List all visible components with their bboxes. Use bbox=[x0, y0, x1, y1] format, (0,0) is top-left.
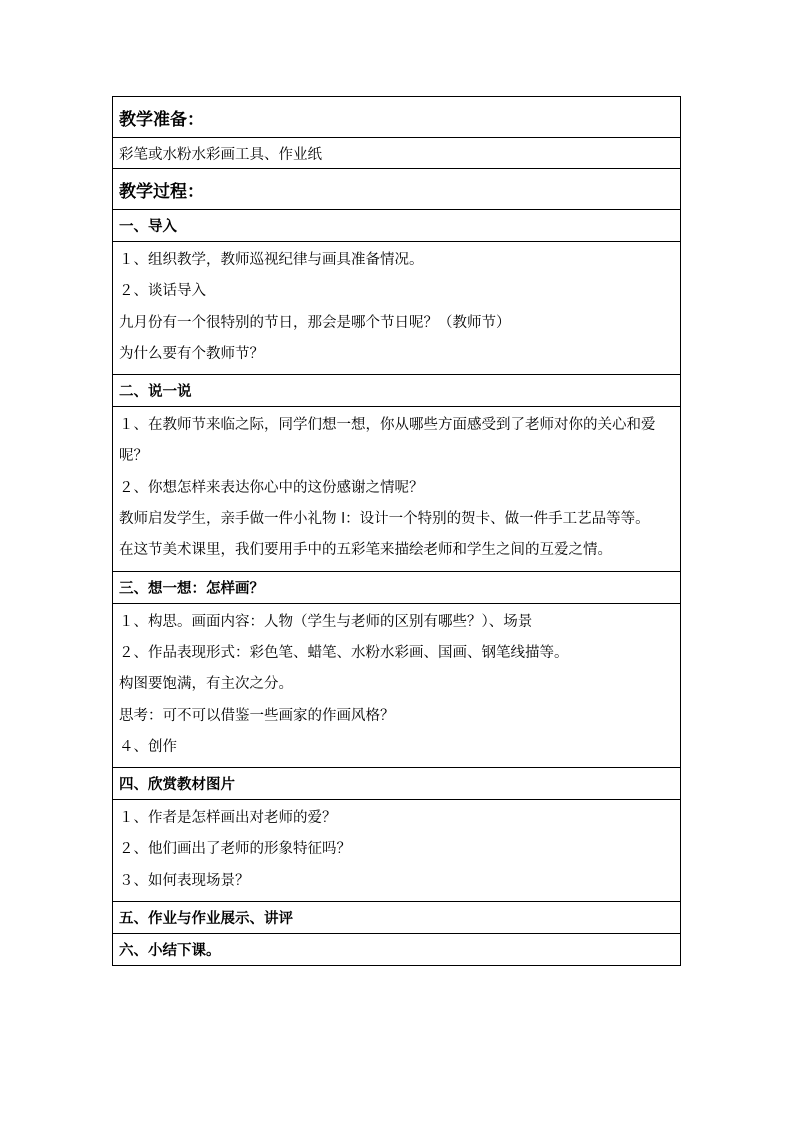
section-heading-appreciate: 四、欣赏教材图片 bbox=[113, 768, 681, 800]
prep-content: 彩笔或水粉水彩画工具、作业纸 bbox=[113, 138, 681, 169]
section-line: 在这节美术课里，我们要用手中的五彩笔来描绘老师和学生之间的互爱之情。 bbox=[119, 542, 612, 559]
section-body-discuss bbox=[113, 407, 681, 571]
process-title: 教学过程： bbox=[113, 169, 681, 210]
section-heading-think: 三、想一想：怎样画？ bbox=[113, 571, 681, 603]
section-heading-discuss: 二、说一说 bbox=[113, 375, 681, 407]
section-line: ２、谈话导入 bbox=[119, 283, 206, 300]
section-body-appreciate bbox=[113, 800, 681, 902]
section-body-think bbox=[113, 603, 681, 767]
section-line: ４、创作 bbox=[119, 738, 177, 755]
section-line: １、组织教学，教师巡视纪律与画具准备情况。 bbox=[119, 252, 424, 268]
section-line: ２、你想怎样来表达你心中的这份感谢之情呢？ bbox=[119, 479, 424, 496]
section-line: １、构思。画面内容：人物（学生与老师的区别有哪些？）、场景 bbox=[119, 613, 533, 630]
section-line: 思考：可不可以借鉴一些画家的作画风格？ bbox=[119, 707, 395, 724]
section-line: ２、他们画出了老师的形象特征吗？ bbox=[119, 841, 351, 858]
section-line: １、在教师节来临之际，同学们想一想，你从哪些方面感受到了老师对你的关心和爱呢？ bbox=[119, 417, 656, 465]
section-line: １、作者是怎样画出对老师的爱？ bbox=[119, 810, 337, 827]
section-heading-summary: 六、小结下课。 bbox=[113, 934, 681, 966]
section-line: 教师启发学生，亲手做一件小礼物 l：设计一个特别的贺卡、做一件手工艺品等等。 bbox=[119, 511, 650, 528]
section-line: ２、作品表现形式：彩色笔、蜡笔、水粉水彩画、国画、钢笔线描等。 bbox=[119, 644, 569, 661]
section-line: 九月份有一个很特别的节日，那会是哪个节日呢？（教师节） bbox=[119, 314, 511, 331]
lesson-plan-table bbox=[112, 96, 681, 966]
section-line: 为什么要有个教师节？ bbox=[119, 345, 264, 362]
section-heading-intro: 一、导入 bbox=[113, 210, 681, 242]
section-line: ３、如何表现场景？ bbox=[119, 872, 250, 889]
section-heading-homework: 五、作业与作业展示、讲评 bbox=[113, 902, 681, 934]
section-body-intro bbox=[113, 242, 681, 375]
section-line: 构图要饱满，有主次之分。 bbox=[119, 676, 293, 693]
prep-title: 教学准备： bbox=[113, 97, 681, 138]
